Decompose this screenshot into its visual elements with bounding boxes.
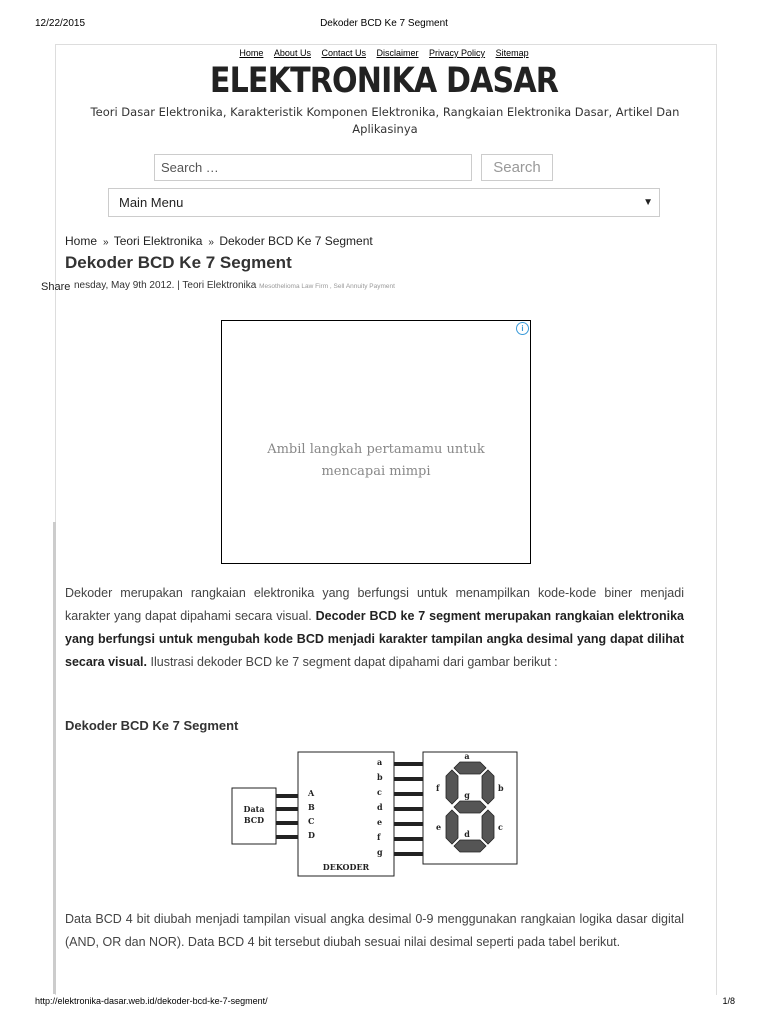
nav-home[interactable]: Home (239, 48, 264, 58)
output-lines (394, 764, 423, 854)
breadcrumb (65, 234, 373, 248)
nav-about-us[interactable]: About Us (273, 48, 311, 58)
bcd-label: BCD (243, 815, 265, 825)
print-url: http://elektronika-dasar.web.id/dekoder-bcd-ke-7-segment/ (35, 996, 268, 1006)
breadcrumb-home[interactable]: Home (65, 234, 98, 248)
segment-b (482, 770, 494, 804)
print-date: 12/22/2015 (35, 18, 86, 29)
main-menu-select[interactable] (108, 188, 660, 217)
output-label-a: a (377, 757, 383, 767)
input-lines (276, 796, 298, 837)
segment-label-f: f (436, 783, 440, 793)
input-label-b: B (308, 802, 315, 812)
breadcrumb-separator: » (208, 237, 214, 248)
input-label-c: C (308, 816, 315, 826)
ad-info-icon[interactable]: i (516, 322, 529, 335)
breadcrumb-current: Dekoder BCD Ke 7 Segment (219, 234, 373, 248)
post-meta-text: nesday, May 9th 2012. | Teori Elektronika (74, 280, 257, 291)
nav-disclaimer[interactable]: Disclaimer (376, 48, 419, 58)
section-heading: Dekoder BCD Ke 7 Segment (65, 718, 239, 733)
breadcrumb-category[interactable]: Teori Elektronika (113, 234, 203, 248)
search-button[interactable]: Search (481, 154, 553, 181)
output-label-e: e (377, 817, 383, 827)
segment-a (454, 762, 486, 774)
ad-text: Ambil langkah pertamamu untuk mencapai mimpi (267, 442, 485, 479)
post-meta (74, 280, 395, 291)
segment-label-d: d (464, 829, 470, 839)
frame-divider (53, 522, 56, 994)
bcd-paragraph: Data BCD 4 bit diubah menjadi tampilan visual angka desimal 0-9 menggunakan rangkaian logika dasar digital (AND, OR dan NOR). Data BCD 4 bit tersebut diubah sesuai nilai desimal seperti pada tabel berikut. (65, 912, 684, 949)
decoder-box (298, 752, 394, 876)
output-label-g: g (377, 847, 383, 857)
nav-sitemap[interactable]: Sitemap (495, 48, 529, 58)
seven-segment-display (446, 762, 494, 852)
output-label-d: d (377, 802, 383, 812)
segment-c (482, 810, 494, 844)
segment-label-b: b (498, 783, 504, 793)
main-menu-label: Main Menu (119, 195, 184, 210)
share-button[interactable]: Share (41, 281, 71, 293)
output-label-c: c (377, 787, 382, 797)
segment-f (446, 770, 458, 804)
breadcrumb-separator: » (103, 237, 109, 248)
chevron-down-icon: ▼ (643, 197, 653, 208)
intro-paragraph (65, 582, 684, 674)
segment-label-g: g (464, 790, 470, 800)
output-label-b: b (377, 772, 383, 782)
post-title: Dekoder BCD Ke 7 Segment (65, 253, 292, 272)
intro-bold-text: Decoder BCD ke 7 segment merupakan rangkaian elektronika yang berfungsi untuk mengubah kode BCD menjadi karakter tampilan angka desimal yang dapat dilihat secara visual. (65, 609, 684, 669)
print-title: Dekoder BCD Ke 7 Segment (320, 18, 448, 29)
print-page-number: 1/8 (722, 996, 735, 1006)
segment-label-a: a (464, 751, 470, 761)
segment-e (446, 810, 458, 844)
site-tagline: Teori Dasar Elektronika, Karakteristik Komponen Elektronika, Rangkaian Elektronika Dasar, Artikel Dan Aplikasinya (90, 105, 680, 136)
input-label-a: A (308, 788, 315, 798)
segment-g (454, 801, 486, 813)
sponsored-links[interactable]: Mesothelioma Law Firm , Sell Annuity Payment (259, 283, 395, 290)
search-input[interactable]: Search … (154, 154, 472, 181)
top-nav (0, 48, 768, 58)
ad-banner[interactable] (221, 320, 531, 564)
intro-text-end: Ilustrasi dekoder BCD ke 7 segment dapat dipahami dari gambar berikut : (147, 655, 558, 669)
decoder-label: DEKODER (322, 862, 370, 872)
site-title[interactable]: ELEKTRONIKA DASAR (209, 61, 559, 101)
intro-text: Dekoder merupakan rangkaian elektronika yang berfungsi untuk menampilkan kode-kode biner menjadi karakter yang dapat dipahami secara visual. (65, 586, 684, 623)
segment-label-c: c (498, 822, 503, 832)
segment-label-e: e (436, 822, 442, 832)
data-label: Data (243, 804, 265, 814)
segment-d (454, 840, 486, 852)
bcd-decoder-diagram (230, 748, 520, 878)
nav-privacy-policy[interactable]: Privacy Policy (429, 48, 486, 58)
input-label-d: D (308, 830, 315, 840)
output-label-f: f (377, 832, 381, 842)
nav-contact-us[interactable]: Contact Us (321, 48, 366, 58)
